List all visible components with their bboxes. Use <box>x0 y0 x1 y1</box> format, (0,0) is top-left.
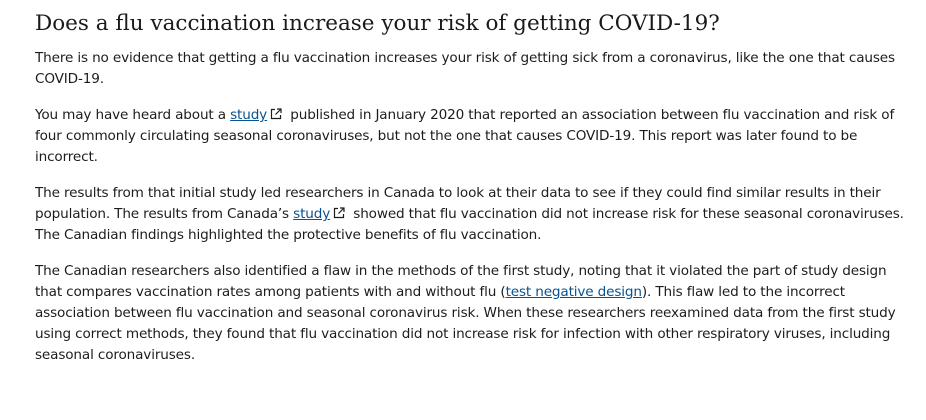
paragraph-text: You may have heard about a <box>35 107 231 123</box>
paragraph-text: The Canadian researchers also identified a flaw in the methods of the first study, noting that it violated the part of study design that compares vaccination rates among patients with and without flu ( <box>35 263 887 300</box>
paragraph-text: ). This flaw led to the incorrect association between flu vaccination and seasonal coronavirus risk. When these researchers reexamined data from the first study using correct methods, they found that flu vaccination did not increase risk for infection with other respiratory viruses, including seasonal coronaviruses. <box>35 284 896 363</box>
test-negative-design-link[interactable]: test negative design <box>505 284 642 300</box>
paragraph-canada-study <box>35 183 908 246</box>
paragraph-text: The results from that initial study led researchers in Canada to look at their data to see if they could find similar results in their population. The results from Canada’s <box>35 185 881 222</box>
paragraph-text: published in January 2020 that reported an association between flu vaccination and risk of four commonly circulating seasonal coronaviruses, but not the one that causes COVID-19. This report was later found to be incorrect. <box>35 107 895 165</box>
paragraph-january-study <box>35 105 908 168</box>
study-link-canada[interactable]: study <box>293 206 331 222</box>
page-title: Does a flu vaccination increase your risk of getting COVID-19? <box>35 11 720 36</box>
paragraph-text: There is no evidence that getting a flu vaccination increases your risk of getting sick from a coronavirus, like the one that causes COVID-19. <box>35 50 895 87</box>
external-link-icon <box>270 108 282 120</box>
paragraph-text: showed that flu vaccination did not increase risk for these seasonal coronaviruses. The Canadian findings highlighted the protective benefits of flu vaccination. <box>35 206 904 243</box>
external-link-icon <box>333 207 345 219</box>
study-link-january-2020[interactable]: study <box>230 107 268 123</box>
paragraph-study-flaw <box>35 261 908 366</box>
paragraph-no-evidence <box>35 48 908 90</box>
